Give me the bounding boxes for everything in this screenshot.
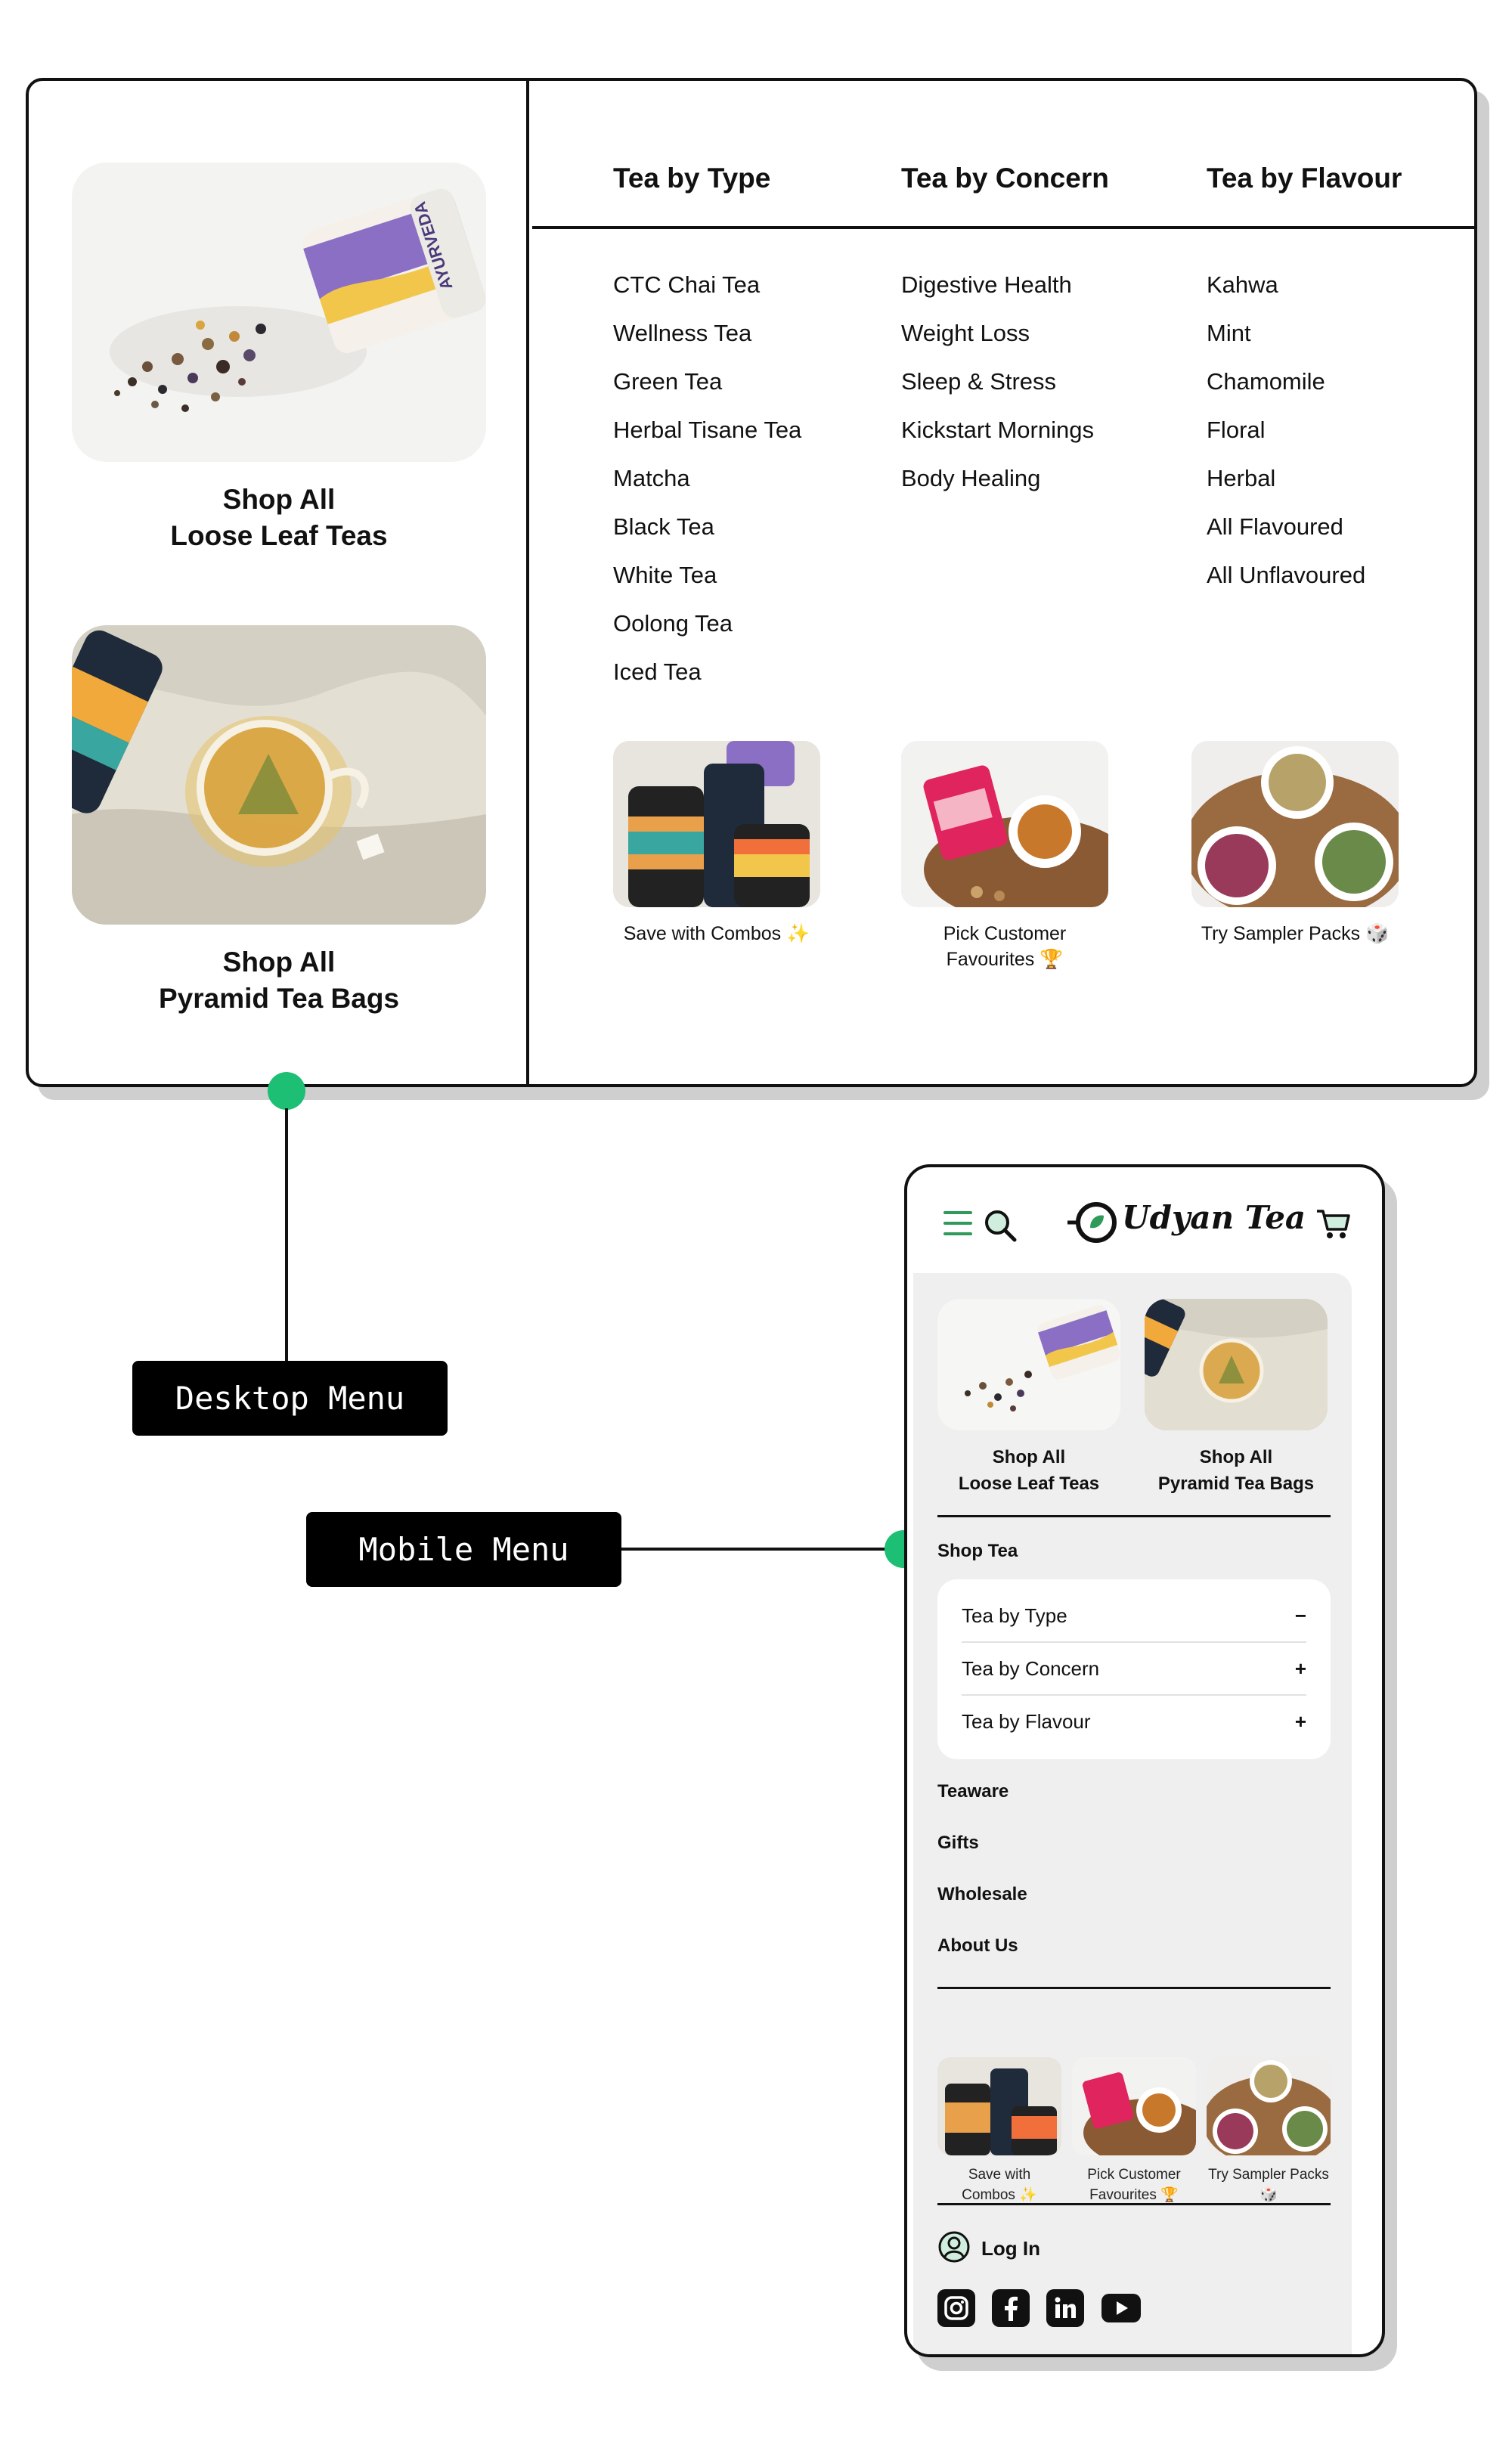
promo-loose-leaf[interactable] <box>72 163 486 554</box>
menu-link[interactable]: Black Tea <box>613 513 714 540</box>
nav-link-teaware[interactable]: Teaware <box>937 1781 1009 1802</box>
combos-image <box>937 2057 1061 2155</box>
menu-link[interactable]: Oolong Tea <box>613 610 733 637</box>
mobile-connector-line <box>621 1548 886 1551</box>
youtube-icon[interactable] <box>1101 2289 1142 2327</box>
feature-label: Save with Combos ✨ <box>623 923 810 944</box>
pyramid-tea-image <box>72 625 486 925</box>
expand-icon[interactable]: + <box>1294 1656 1306 1680</box>
mobile-feature-customer-favourites[interactable] <box>1072 2057 1196 2205</box>
expand-icon[interactable]: + <box>1294 1709 1306 1733</box>
desktop-menu <box>26 78 1477 1087</box>
menu-link[interactable]: Floral <box>1207 417 1266 443</box>
menu-link[interactable]: Chamomile <box>1207 368 1325 395</box>
linkedin-icon[interactable] <box>1046 2289 1084 2327</box>
list-tea-by-type <box>613 261 801 696</box>
hamburger-icon[interactable] <box>942 1208 975 1242</box>
feature-sampler-packs[interactable] <box>1191 741 1399 947</box>
menu-link[interactable]: Kahwa <box>1207 271 1278 298</box>
menu-link[interactable]: CTC Chai Tea <box>613 271 761 298</box>
menu-link[interactable]: Body Healing <box>901 465 1041 491</box>
instagram-icon[interactable] <box>937 2289 975 2327</box>
desktop-promo-column <box>29 81 529 1084</box>
menu-link[interactable]: White Tea <box>613 562 717 588</box>
menu-link[interactable]: Sleep & Stress <box>901 368 1057 395</box>
facebook-icon[interactable] <box>992 2289 1030 2327</box>
sampler-image <box>1207 2057 1331 2155</box>
promo-caption: Shop All Loose Leaf Teas <box>958 1447 1100 1494</box>
list-tea-by-concern <box>901 261 1094 503</box>
accordion-tea-by-type[interactable] <box>962 1590 1306 1641</box>
accordion-label: Tea by Type <box>962 1604 1067 1627</box>
loose-leaf-tea-image <box>72 163 486 462</box>
menu-link[interactable]: Kickstart Mornings <box>901 417 1094 443</box>
feature-label: Try Sampler Packs 🎲 <box>1201 923 1390 944</box>
divider <box>937 1987 1331 1989</box>
mobile-promo-loose-leaf[interactable] <box>937 1299 1120 1497</box>
menu-link[interactable]: Digestive Health <box>901 271 1072 298</box>
mobile-menu-body <box>913 1273 1352 2354</box>
feature-label: Try Sampler Packs 🎲 <box>1208 2167 1329 2203</box>
favourites-image <box>1072 2057 1196 2155</box>
mobile-header <box>907 1167 1382 1273</box>
accordion-tea-by-flavour[interactable] <box>962 1696 1306 1747</box>
accordion-label: Tea by Flavour <box>962 1709 1091 1733</box>
menu-link[interactable]: Green Tea <box>613 368 723 395</box>
promo-caption: Shop All Pyramid Tea Bags <box>1157 1447 1315 1494</box>
menu-link[interactable]: All Unflavoured <box>1207 562 1366 588</box>
promo-caption: Shop All Pyramid Tea Bags <box>158 947 400 1014</box>
divider <box>937 2203 1331 2205</box>
login-label: Log In <box>981 2237 1040 2260</box>
promo-pyramid-bags[interactable] <box>72 625 486 1017</box>
divider <box>532 226 1474 229</box>
column-heading-type[interactable]: Tea by Type <box>613 163 771 194</box>
shop-tea-heading[interactable]: Shop Tea <box>937 1541 1018 1561</box>
desktop-menu-label: Desktop Menu <box>132 1361 448 1436</box>
mobile-menu <box>904 1164 1385 2357</box>
desktop-connector-dot <box>268 1072 305 1110</box>
cart-icon[interactable] <box>1315 1207 1352 1245</box>
desktop-menu-columns <box>532 81 1474 1084</box>
feature-label: Pick Customer Favourites 🏆 <box>943 923 1067 970</box>
loose-leaf-tea-image <box>937 1299 1120 1430</box>
menu-link[interactable]: Iced Tea <box>613 658 702 685</box>
menu-link[interactable]: Wellness Tea <box>613 320 752 346</box>
mobile-feature-sampler-packs[interactable] <box>1207 2057 1331 2205</box>
menu-link[interactable]: Mint <box>1207 320 1251 346</box>
column-heading-concern[interactable]: Tea by Concern <box>901 163 1109 194</box>
pyramid-tea-image <box>1145 1299 1328 1430</box>
tea-accordion <box>937 1579 1331 1759</box>
favourites-image <box>901 741 1108 907</box>
menu-link[interactable]: Matcha <box>613 465 690 491</box>
accordion-label: Tea by Concern <box>962 1656 1100 1680</box>
column-heading-flavour[interactable]: Tea by Flavour <box>1207 163 1402 194</box>
login-link[interactable] <box>937 2230 1040 2267</box>
menu-link[interactable]: Weight Loss <box>901 320 1030 346</box>
menu-link[interactable]: Herbal Tisane Tea <box>613 417 802 443</box>
sampler-image <box>1191 741 1399 907</box>
combos-image <box>613 741 820 907</box>
svg-text:AYURVEDA: AYURVEDA <box>410 199 457 293</box>
menu-link[interactable]: All Flavoured <box>1207 513 1343 540</box>
feature-combos[interactable] <box>613 741 820 947</box>
collapse-icon[interactable]: − <box>1294 1604 1306 1627</box>
nav-link-wholesale[interactable]: Wholesale <box>937 1884 1027 1904</box>
feature-label: Save with Combos ✨ <box>962 2167 1037 2203</box>
desktop-connector-line <box>285 1108 288 1361</box>
mobile-promo-pyramid-bags[interactable] <box>1145 1299 1328 1497</box>
accordion-tea-by-concern[interactable] <box>962 1643 1306 1694</box>
mobile-menu-label: Mobile Menu <box>306 1512 621 1587</box>
promo-caption: Shop All Loose Leaf Teas <box>170 484 388 551</box>
feature-customer-favourites[interactable] <box>901 741 1108 972</box>
nav-link-about-us[interactable]: About Us <box>937 1935 1018 1956</box>
nav-link-gifts[interactable]: Gifts <box>937 1833 979 1853</box>
brand-name[interactable]: Udyan Tea <box>1122 1199 1306 1236</box>
search-icon[interactable] <box>983 1208 1018 1247</box>
feature-label: Pick Customer Favourites 🏆 <box>1087 2167 1181 2203</box>
menu-link[interactable]: Herbal <box>1207 465 1276 491</box>
divider <box>937 1515 1331 1517</box>
list-tea-by-flavour <box>1207 261 1365 600</box>
mobile-feature-combos[interactable] <box>937 2057 1061 2205</box>
brand-logo-icon[interactable] <box>1067 1196 1120 1253</box>
user-icon <box>937 2230 971 2267</box>
